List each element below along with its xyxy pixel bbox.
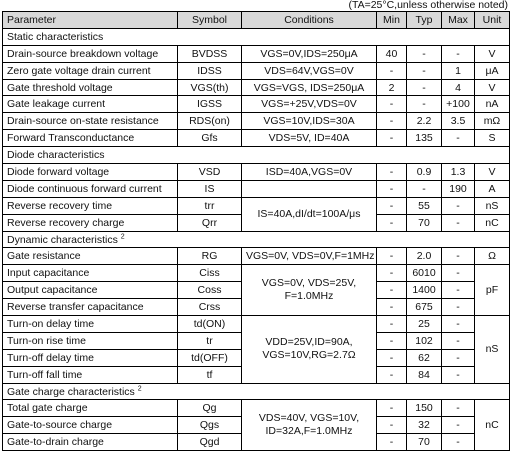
parameter-cell: Turn-on delay time <box>3 316 178 333</box>
max-cell: - <box>442 45 475 62</box>
col-header-max: Max <box>442 12 475 29</box>
unit-cell: V <box>475 45 510 62</box>
max-cell: 3.5 <box>442 113 475 130</box>
typ-cell: 102 <box>407 332 442 349</box>
typ-cell: 2.0 <box>407 248 442 265</box>
typ-cell: - <box>407 62 442 79</box>
section-dynamic: Dynamic characteristics $^2$ <box>3 231 510 248</box>
typ-cell: - <box>407 180 442 197</box>
parameter-cell: Total gate charge <box>3 400 178 417</box>
unit-cell: S <box>475 130 510 147</box>
unit-cell: A <box>475 180 510 197</box>
typ-cell: - <box>407 45 442 62</box>
conditions-cell: VDS=5V, ID=40A <box>242 130 377 147</box>
typ-cell: 84 <box>407 366 442 383</box>
symbol-cell: IS <box>178 180 242 197</box>
max-cell: +100 <box>442 96 475 113</box>
symbol-cell: Coss <box>178 282 242 299</box>
max-cell: - <box>442 265 475 282</box>
min-cell: - <box>377 332 407 349</box>
min-cell: - <box>377 248 407 265</box>
max-cell: - <box>442 434 475 451</box>
max-cell: - <box>442 214 475 231</box>
max-cell: - <box>442 197 475 214</box>
min-cell: - <box>377 349 407 366</box>
symbol-cell: trr <box>178 197 242 214</box>
symbol-cell: Qgd <box>178 434 242 451</box>
unit-cell: nS <box>475 197 510 214</box>
parameter-cell: Diode forward voltage <box>3 164 178 181</box>
table-row <box>3 180 510 197</box>
parameter-cell: Gate leakage current <box>3 96 178 113</box>
typ-cell: 150 <box>407 400 442 417</box>
parameter-cell: Turn-off delay time <box>3 349 178 366</box>
parameter-cell: Gate resistance <box>3 248 178 265</box>
typ-cell: 0.9 <box>407 164 442 181</box>
conditions-cell: IS=40A,dI/dt=100A/μs <box>242 197 377 231</box>
symbol-cell: Gfs <box>178 130 242 147</box>
typ-cell: - <box>407 79 442 96</box>
typ-cell: 675 <box>407 299 442 316</box>
col-header-typ: Typ <box>407 12 442 29</box>
table-row <box>3 265 510 282</box>
section-static: Static characteristics <box>3 28 510 45</box>
symbol-cell: td(ON) <box>178 316 242 333</box>
symbol-cell: RG <box>178 248 242 265</box>
parameter-cell: Forward Transconductance <box>3 130 178 147</box>
min-cell: - <box>377 130 407 147</box>
unit-cell: nS <box>475 316 510 384</box>
unit-cell: mΩ <box>475 113 510 130</box>
conditions-cell: VGS=0V, VDS=0V,F=1MHz <box>242 248 377 265</box>
parameter-cell: Gate threshold voltage <box>3 79 178 96</box>
min-cell: - <box>377 180 407 197</box>
max-cell: - <box>442 332 475 349</box>
typ-cell: - <box>407 96 442 113</box>
symbol-cell: Qrr <box>178 214 242 231</box>
table-row <box>3 316 510 333</box>
parameter-cell: Gate-to-drain charge <box>3 434 178 451</box>
min-cell: - <box>377 113 407 130</box>
section-diode: Diode characteristics <box>3 147 510 164</box>
max-cell: 190 <box>442 180 475 197</box>
symbol-cell: IGSS <box>178 96 242 113</box>
conditions-cell: VDD=25V,ID=90A, VGS=10V,RG=2.7Ω <box>242 316 377 384</box>
parameter-cell: Drain-source breakdown voltage <box>3 45 178 62</box>
parameter-cell: Output capacitance <box>3 282 178 299</box>
conditions-cell: VGS=0V,IDS=250μA <box>242 45 377 62</box>
unit-cell: V <box>475 79 510 96</box>
symbol-cell: Crss <box>178 299 242 316</box>
parameter-cell: Turn-off fall time <box>3 366 178 383</box>
min-cell: - <box>377 265 407 282</box>
min-cell: - <box>377 214 407 231</box>
electrical-characteristics-table <box>2 11 510 451</box>
typ-cell: 2.2 <box>407 113 442 130</box>
parameter-cell: Gate-to-source charge <box>3 417 178 434</box>
table-row <box>3 96 510 113</box>
typ-cell: 70 <box>407 214 442 231</box>
max-cell: - <box>442 417 475 434</box>
symbol-cell: Ciss <box>178 265 242 282</box>
conditions-cell: VGS=10V,IDS=30A <box>242 113 377 130</box>
max-cell: 1 <box>442 62 475 79</box>
typ-cell: 55 <box>407 197 442 214</box>
typ-cell: 6010 <box>407 265 442 282</box>
parameter-cell: Drain-source on-state resistance <box>3 113 178 130</box>
max-cell: 4 <box>442 79 475 96</box>
conditions-cell: VGS=VGS, IDS=250μA <box>242 79 377 96</box>
symbol-cell: IDSS <box>178 62 242 79</box>
parameter-cell: Reverse recovery time <box>3 197 178 214</box>
table-row <box>3 62 510 79</box>
typ-cell: 135 <box>407 130 442 147</box>
max-cell: - <box>442 316 475 333</box>
table-row <box>3 164 510 181</box>
min-cell: - <box>377 96 407 113</box>
table-row <box>3 248 510 265</box>
max-cell: - <box>442 299 475 316</box>
min-cell: - <box>377 400 407 417</box>
conditions-cell <box>242 180 377 197</box>
table-row <box>3 45 510 62</box>
conditions-cell: VDS=64V,VGS=0V <box>242 62 377 79</box>
max-cell: - <box>442 248 475 265</box>
conditions-cell: ISD=40A,VGS=0V <box>242 164 377 181</box>
min-cell: 40 <box>377 45 407 62</box>
table-row <box>3 197 510 214</box>
unit-cell: pF <box>475 265 510 316</box>
typ-cell: 1400 <box>407 282 442 299</box>
max-cell: 1.3 <box>442 164 475 181</box>
temperature-note: (TA=25°C,unless otherwise noted) <box>348 0 508 11</box>
symbol-cell: VGS(th) <box>178 79 242 96</box>
parameter-cell: Input capacitance <box>3 265 178 282</box>
table-row <box>3 400 510 417</box>
min-cell: - <box>377 197 407 214</box>
symbol-cell: tr <box>178 332 242 349</box>
header-row <box>3 12 510 29</box>
symbol-cell: Qg <box>178 400 242 417</box>
max-cell: - <box>442 400 475 417</box>
table-row <box>3 130 510 147</box>
min-cell: - <box>377 282 407 299</box>
min-cell: - <box>377 316 407 333</box>
max-cell: - <box>442 282 475 299</box>
unit-cell: μA <box>475 62 510 79</box>
min-cell: 2 <box>377 79 407 96</box>
typ-cell: 70 <box>407 434 442 451</box>
min-cell: - <box>377 62 407 79</box>
section-gate-charge: Gate charge characteristics $^2$ <box>3 383 510 400</box>
unit-cell: nC <box>475 400 510 451</box>
typ-cell: 32 <box>407 417 442 434</box>
col-header-conditions: Conditions <box>242 12 377 29</box>
unit-cell: Ω <box>475 248 510 265</box>
parameter-cell: Zero gate voltage drain current <box>3 62 178 79</box>
col-header-parameter: Parameter <box>3 12 178 29</box>
col-header-unit: Unit <box>475 12 510 29</box>
col-header-min: Min <box>377 12 407 29</box>
parameter-cell: Diode continuous forward current <box>3 180 178 197</box>
symbol-cell: tf <box>178 366 242 383</box>
parameter-cell: Reverse recovery charge <box>3 214 178 231</box>
conditions-cell: VGS=0V, VDS=25V, F=1.0MHz <box>242 265 377 316</box>
max-cell: - <box>442 349 475 366</box>
symbol-cell: VSD <box>178 164 242 181</box>
parameter-cell: Turn-on rise time <box>3 332 178 349</box>
min-cell: - <box>377 366 407 383</box>
symbol-cell: RDS(on) <box>178 113 242 130</box>
table-row <box>3 79 510 96</box>
unit-cell: V <box>475 164 510 181</box>
min-cell: - <box>377 164 407 181</box>
conditions-cell: VDS=40V, VGS=10V, ID=32A,F=1.0MHz <box>242 400 377 451</box>
unit-cell: nC <box>475 214 510 231</box>
symbol-cell: Qgs <box>178 417 242 434</box>
symbol-cell: BVDSS <box>178 45 242 62</box>
unit-cell: nA <box>475 96 510 113</box>
col-header-symbol: Symbol <box>178 12 242 29</box>
min-cell: - <box>377 434 407 451</box>
max-cell: - <box>442 130 475 147</box>
min-cell: - <box>377 417 407 434</box>
min-cell: - <box>377 299 407 316</box>
typ-cell: 25 <box>407 316 442 333</box>
conditions-cell: VGS=+25V,VDS=0V <box>242 96 377 113</box>
parameter-cell: Reverse transfer capacitance <box>3 299 178 316</box>
table-row <box>3 113 510 130</box>
typ-cell: 62 <box>407 349 442 366</box>
symbol-cell: td(OFF) <box>178 349 242 366</box>
max-cell: - <box>442 366 475 383</box>
